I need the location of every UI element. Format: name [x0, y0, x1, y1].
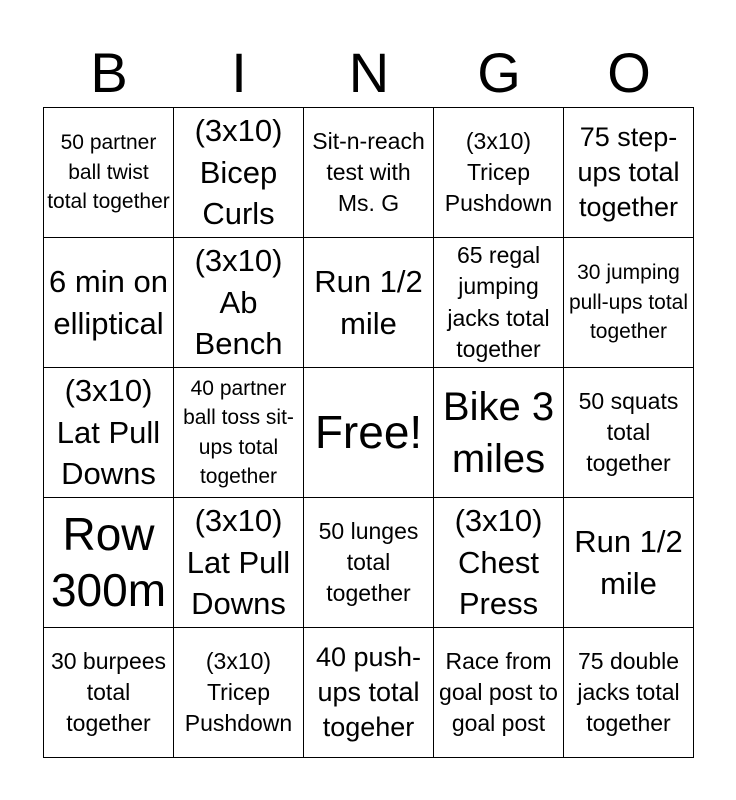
bingo-cell-r3c4[interactable]: Bike 3 miles — [434, 368, 564, 498]
free-space-cell[interactable]: Free! — [304, 368, 434, 498]
header-letter-g: G — [477, 41, 521, 104]
bingo-cell-r4c1[interactable]: Row 300m — [44, 498, 174, 628]
bingo-cell-r1c2[interactable]: (3x10) Bicep Curls — [174, 108, 304, 238]
bingo-board — [43, 107, 694, 758]
bingo-cell-r2c1[interactable]: 6 min on elliptical — [44, 238, 174, 368]
bingo-cell-r5c4[interactable]: Race from goal post to goal post — [434, 628, 564, 758]
bingo-cell-r4c4[interactable]: (3x10) Chest Press — [434, 498, 564, 628]
bingo-cell-r3c5[interactable]: 50 squats total together — [564, 368, 694, 498]
bingo-cell-r1c5[interactable]: 75 step-ups total together — [564, 108, 694, 238]
bingo-cell-r4c5[interactable]: Run 1/2 mile — [564, 498, 694, 628]
bingo-cell-r2c3[interactable]: Run 1/2 mile — [304, 238, 434, 368]
bingo-cell-r1c4[interactable]: (3x10) Tricep Pushdown — [434, 108, 564, 238]
bingo-cell-r2c5[interactable]: 30 jumping pull-ups total together — [564, 238, 694, 368]
bingo-cell-r1c3[interactable]: Sit-n-reach test with Ms. G — [304, 108, 434, 238]
bingo-header — [44, 40, 694, 106]
bingo-cell-r5c5[interactable]: 75 double jacks total together — [564, 628, 694, 758]
bingo-cell-r2c4[interactable]: 65 regal jumping jacks total together — [434, 238, 564, 368]
bingo-cell-r1c1[interactable]: 50 partner ball twist total together — [44, 108, 174, 238]
bingo-cell-r5c1[interactable]: 30 burpees total together — [44, 628, 174, 758]
bingo-cell-r5c2[interactable]: (3x10) Tricep Pushdown — [174, 628, 304, 758]
bingo-cell-r4c3[interactable]: 50 lunges total together — [304, 498, 434, 628]
header-letter-n: N — [348, 41, 390, 104]
bingo-cell-r4c2[interactable]: (3x10) Lat Pull Downs — [174, 498, 304, 628]
bingo-cell-r3c1[interactable]: (3x10) Lat Pull Downs — [44, 368, 174, 498]
header-letter-b: B — [90, 41, 128, 104]
bingo-cell-r2c2[interactable]: (3x10) Ab Bench — [174, 238, 304, 368]
header-letter-o: O — [607, 41, 651, 104]
bingo-cell-r3c2[interactable]: 40 partner ball toss sit-ups total together — [174, 368, 304, 498]
bingo-cell-r5c3[interactable]: 40 push-ups total togeher — [304, 628, 434, 758]
header-letter-i: I — [231, 41, 247, 104]
